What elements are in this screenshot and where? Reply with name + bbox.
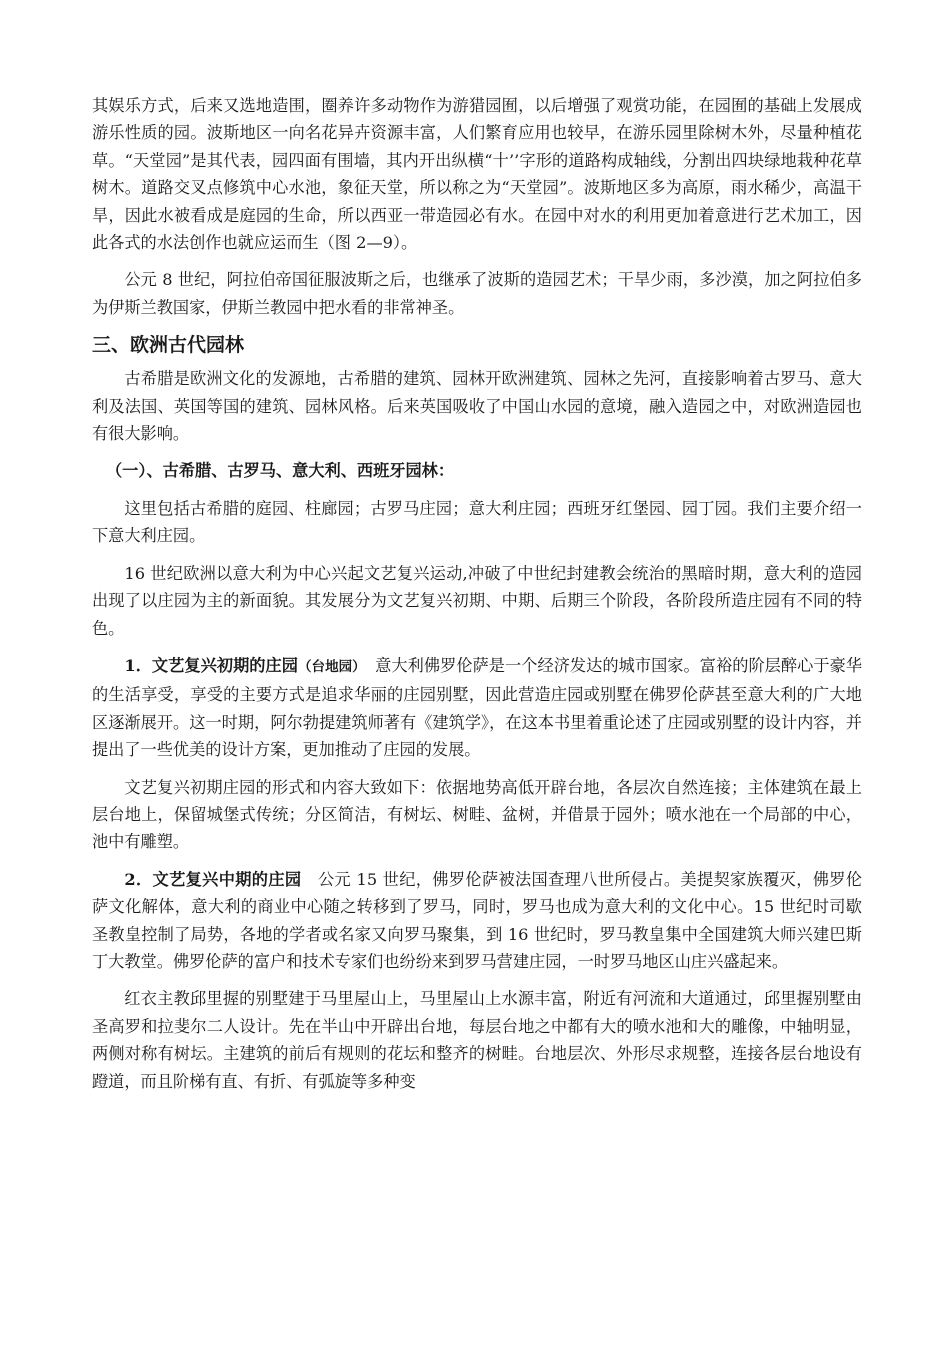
paragraph-early-renaissance-villa <box>92 652 862 764</box>
paragraph-body-mid-renaissance: 公元 15 世纪，佛罗伦萨被法国查理八世所侵占。美提契家族覆灭，佛罗伦萨文化解体，意大利的商业中心随之转移到了罗马，同时，罗马也成为意大利的文化中心。15 世纪时司歇圣教皇控制了局势，各地的学者或名家又向罗马聚集，到 16 世纪时，罗马教皇集中全国建筑大师兴建巴斯丁大教堂。佛罗伦萨的富户和技术专家们也纷纷来到罗马营建庄园，一时罗马地区山庄兴盛起来。 <box>92 869 863 971</box>
subsection-heading-greece-rome-italy-spain: （一）、古希腊、古罗马、意大利、西班牙园林： <box>106 461 455 481</box>
paragraph-early-villa-features: 文艺复兴初期庄园的形式和内容大致如下：依据地势高低开辟台地，各层次自然连接；主体建筑在最上层台地上，保留城堡式传统；分区简洁，有树坛、树畦、盆树，并借景于园外；喷水池在一个局部的中心，池中有雕塑。 <box>92 777 862 852</box>
runin-note-terrace-garden: （台地园） <box>297 658 359 675</box>
document-page <box>92 92 862 1105</box>
runin-title-mid-renaissance: 2．文艺复兴中期的庄园 <box>124 869 302 889</box>
paragraph-arab-empire: 公元 8 世纪，阿拉伯帝国征服波斯之后，也继承了波斯的造园艺术；干旱少雨，多沙漠，加之阿拉伯多为伊斯兰教国家，伊斯兰教园中把水看的非常神圣。 <box>92 270 862 317</box>
paragraph-persian-garden: 其娱乐方式，后来又选地造围，圈养许多动物作为游猎园囿，以后增强了观赏功能，在园囿的基础上发展成游乐性质的园。波斯地区一向名花异卉资源丰富，人们繁育应用也较早，在游乐园里除树木外，尽量种植花草。“天堂园”是其代表，园四面有围墙，其内开出纵横“十’’字形的道路构成轴线，分割出四块绿地栽种花草树木。道路交叉点修筑中心水池，象征天堂，所以称之为“天堂园”。波斯地区多为高原，雨水稀少，高温干旱，因此水被看成是庭园的生命，所以西亚一带造园必有水。在园中对水的利用更加着意进行艺术加工，因此各式的水法创作也就应运而生（图 2—9）。 <box>92 96 862 253</box>
paragraph-body-early-renaissance: 意大利佛罗伦萨是一个经济发达的城市国家。富裕的阶层醉心于豪华的生活享受，享受的主要方式是追求华丽的庄园别墅，因此营造庄园或别墅在佛罗伦萨甚至意大利的广大地区逐渐展开。这一时期，阿尔勃提建筑师著有《建筑学》，在这本书里着重论述了庄园或别墅的设计内容，并提出了一些优美的设计方案，更加推动了庄园的发展。 <box>92 655 863 760</box>
paragraph-renaissance: 16 世纪欧洲以意大利为中心兴起文艺复兴运动,冲破了中世纪封建教会统治的黑暗时期，意大利的造园出现了以庄园为主的新面貌。其发展分为文艺复兴初期、中期、后期三个阶段，各阶段所造庄园有不同的特色。 <box>92 563 862 638</box>
paragraph-mid-renaissance-villa <box>92 866 862 976</box>
section-heading-european-gardens: 三、欧洲古代园林 <box>92 334 245 357</box>
paragraph-garden-types: 这里包括古希腊的庭园、柱廊园；古罗马庄园；意大利庄园；西班牙红堡园、园丁园。我们主要介绍一下意大利庄园。 <box>92 498 862 546</box>
paragraph-cardinal-villa: 红衣主教邱里握的别墅建于马里屋山上，马里屋山上水源丰富，附近有河流和大道通过，邱里握别墅由圣高罗和拉斐尔二人设计。先在半山中开辟出台地，每层台地之中都有大的喷水池和大的雕像，中轴明显，两侧对称有树坛。主建筑的前后有规则的花坛和整齐的树畦。台地层次、外形尽求规整，连接各层台地设有蹬道，而且阶梯有直、有折、有弧旋等多种变 <box>92 989 862 1091</box>
runin-title-early-renaissance: 1．文艺复兴初期的庄园 <box>124 655 298 675</box>
paragraph-ancient-greece: 古希腊是欧洲文化的发源地，古希腊的建筑、园林开欧洲建筑、园林之先河，直接影响着古罗马、意大利及法国、英国等国的建筑、园林风格。后来英国吸收了中国山水园的意境，融入造园之中，对欧洲造园也有很大影响。 <box>92 369 862 444</box>
